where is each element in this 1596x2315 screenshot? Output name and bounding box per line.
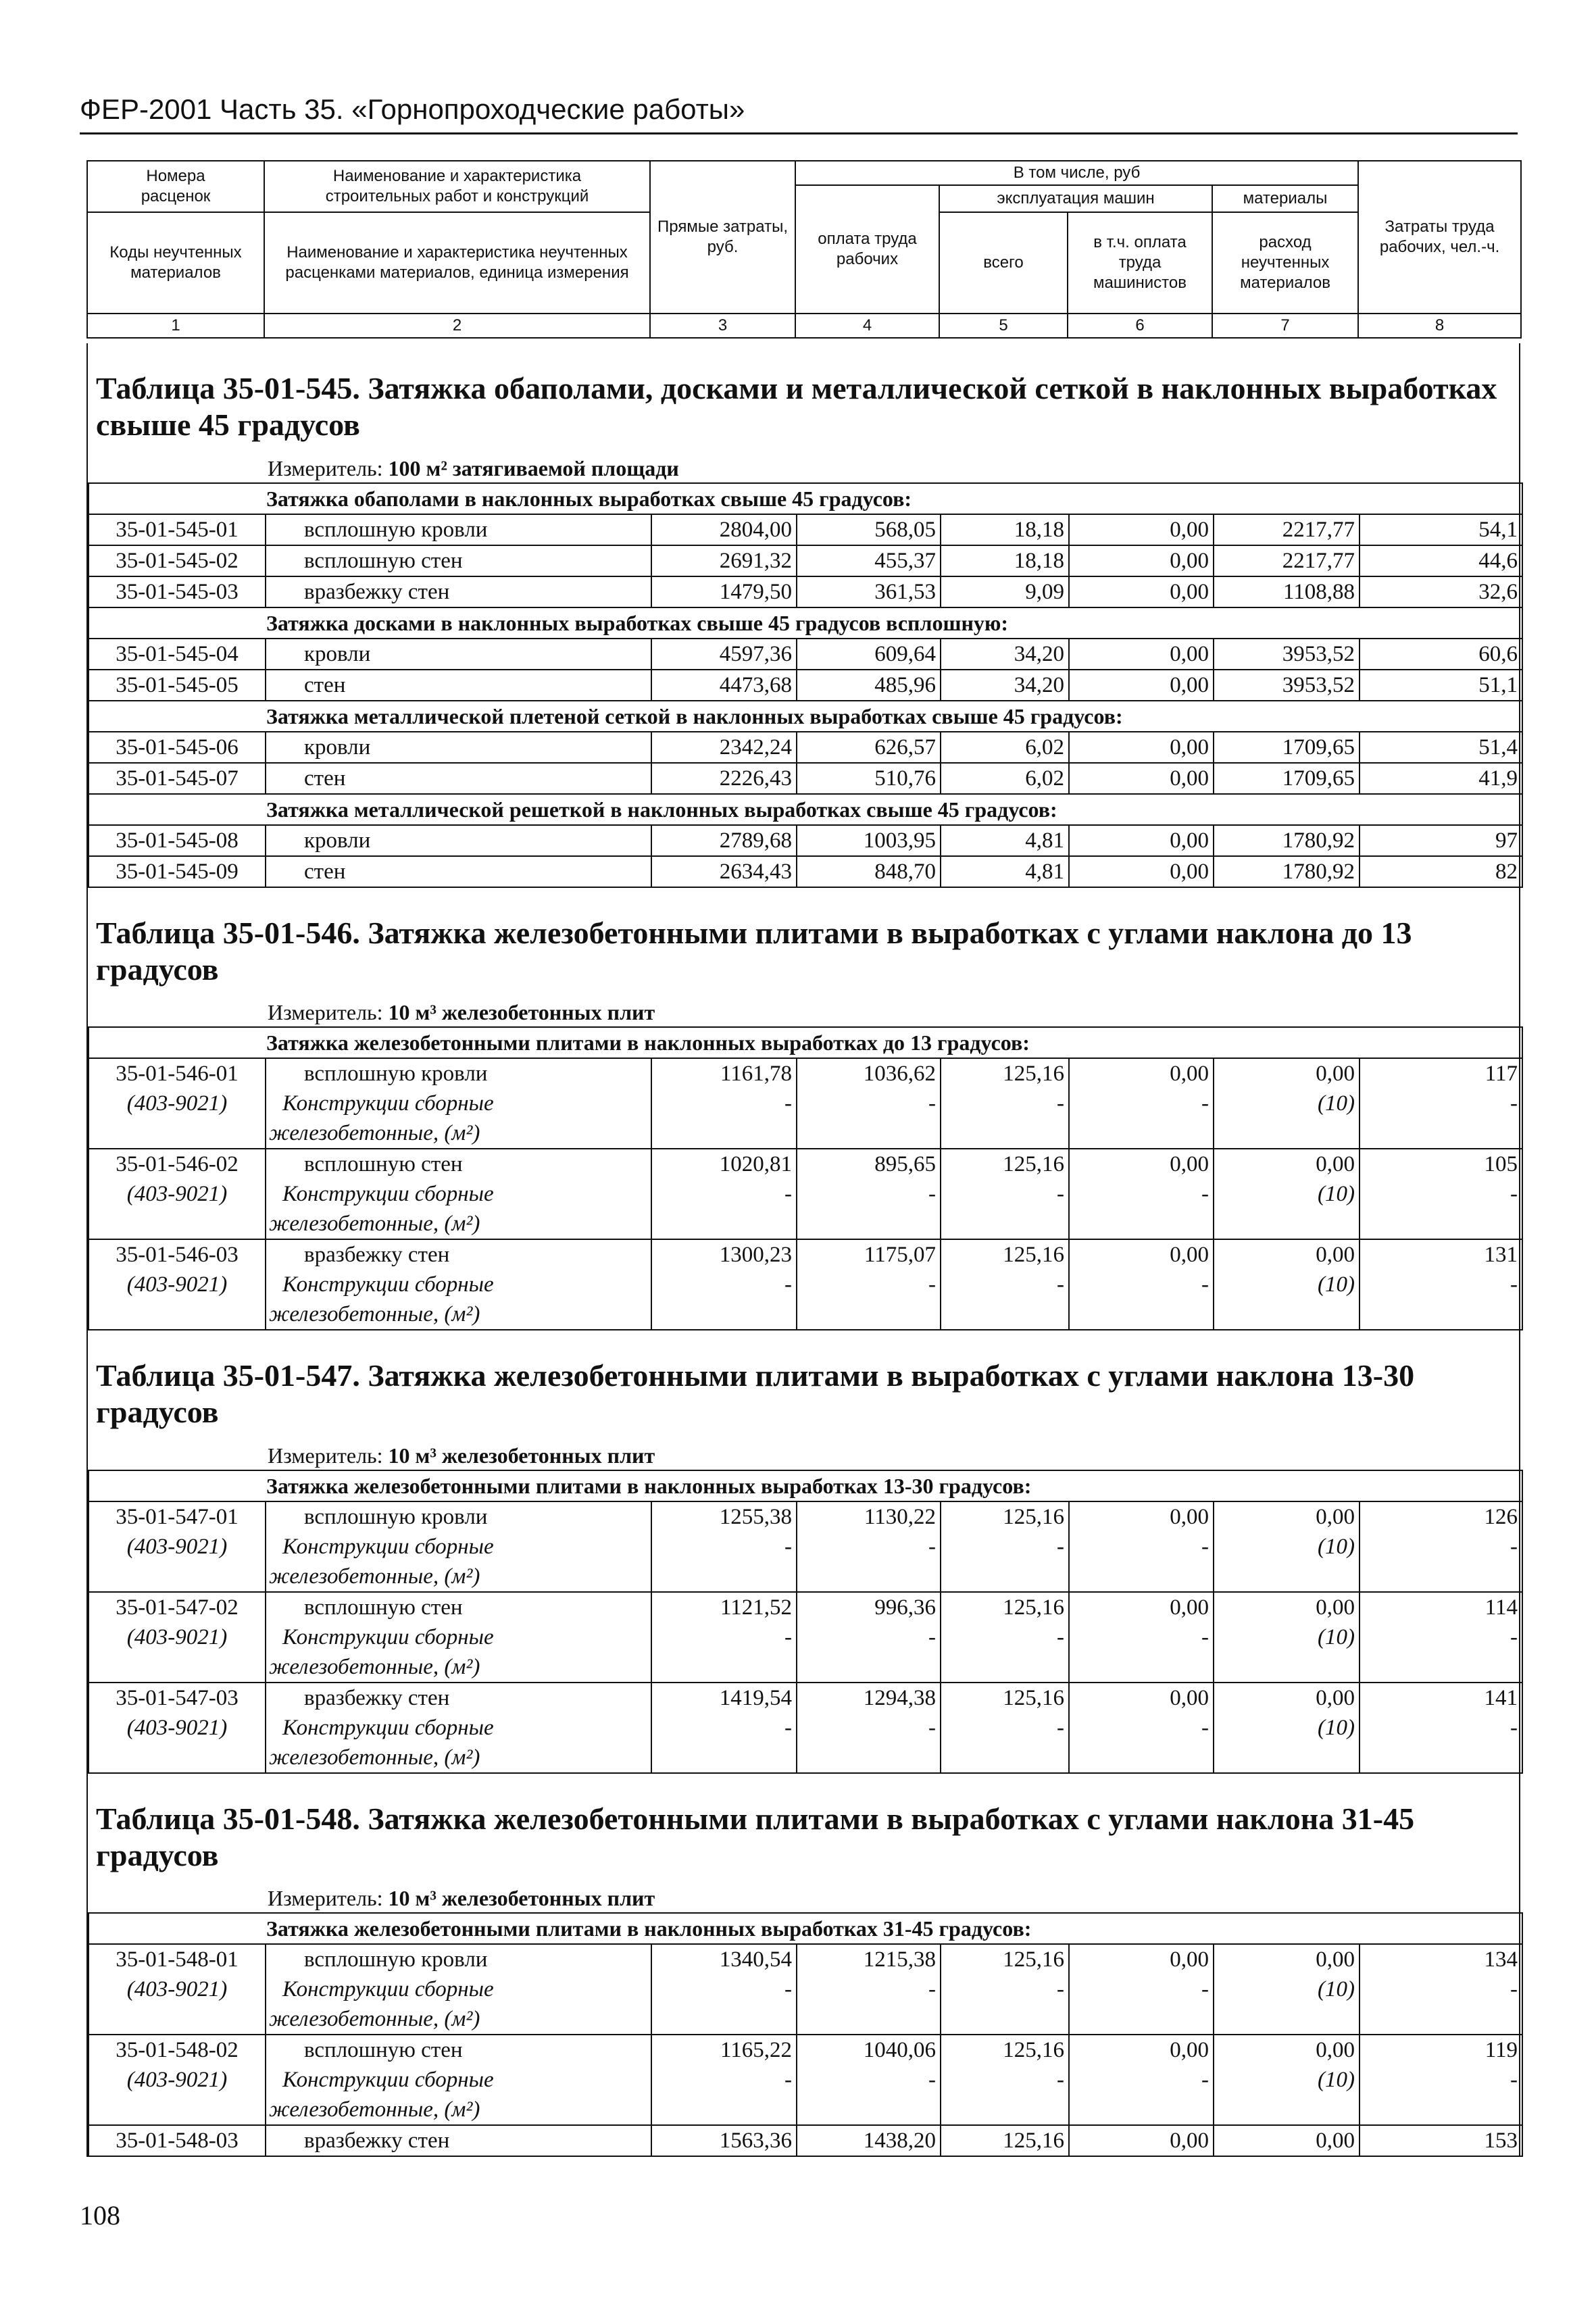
material-name: Конструкции сборные xyxy=(282,1534,494,1559)
table-row xyxy=(89,670,1522,701)
value-cell: 1255,38 - xyxy=(651,1501,797,1592)
value-cell: 32,6 xyxy=(1360,576,1522,607)
rate-code: 35-01-548-02 (403-9021) xyxy=(89,2035,266,2125)
value-cell: 895,65 - xyxy=(797,1149,941,1239)
value-cell: 1563,36 xyxy=(651,2125,797,2156)
value-cell: 126 - xyxy=(1360,1501,1522,1592)
value-cell: 105 - xyxy=(1360,1149,1522,1239)
material-name: Конструкции сборные xyxy=(282,1624,494,1649)
value-cell: 0,00 - xyxy=(1069,1592,1214,1683)
work-name: всплошную кровли Конструкции сборные железобетонные, (м²) xyxy=(266,1058,651,1149)
value-cell: 0,00 - xyxy=(1069,1149,1214,1239)
table-row xyxy=(89,1149,1522,1239)
table-title: Таблица 35-01-545. Затяжка обаполами, досками и металлической сеткой в наклонных выработках свыше 45 градусов xyxy=(96,371,1497,443)
rate-code: 35-01-546-01 (403-9021) xyxy=(89,1058,266,1149)
value-cell: 0,00 - xyxy=(1069,1683,1214,1773)
value-cell: 1036,62 - xyxy=(797,1058,941,1149)
rates-table xyxy=(88,482,1523,888)
group-title: Затяжка досками в наклонных выработках свыше 45 градусов всплошную: xyxy=(89,607,1522,639)
value-cell: 134 - xyxy=(1360,1944,1522,2035)
table-title: Таблица 35-01-546. Затяжка железобетонными плитами в выработках с углами наклона до 13 градусов xyxy=(96,915,1412,987)
material-name: железобетонные, (м²) xyxy=(269,2007,480,2032)
value-cell: 0,00 xyxy=(1069,2125,1214,2156)
material-name: железобетонные, (м²) xyxy=(269,1302,480,1327)
header-incl-machinists: в т.ч. оплата труда машинистов xyxy=(1068,212,1212,314)
value-cell: 97 xyxy=(1360,825,1522,856)
value-cell: 1438,20 xyxy=(797,2125,941,2156)
rate-code: 35-01-548-01 (403-9021) xyxy=(89,1944,266,2035)
rates-table xyxy=(88,1912,1523,2157)
col-num: 7 xyxy=(1212,314,1358,338)
table-row xyxy=(89,2035,1522,2125)
value-cell: 1340,54 - xyxy=(651,1944,797,2035)
value-cell: 0,00 xyxy=(1069,732,1214,763)
value-cell: 1419,54 - xyxy=(651,1683,797,1773)
table-section xyxy=(86,1774,1520,2158)
group-row xyxy=(89,1027,1522,1058)
table-row xyxy=(89,763,1522,794)
rate-code: 35-01-545-08 xyxy=(89,825,266,856)
work-name: всплошную кровли Конструкции сборные железобетонные, (м²) xyxy=(266,1501,651,1592)
rate-code: 35-01-547-03 (403-9021) xyxy=(89,1683,266,1773)
rate-code: 35-01-545-05 xyxy=(89,670,266,701)
value-cell: 51,1 xyxy=(1360,670,1522,701)
work-name: вразбежку стен xyxy=(266,576,651,607)
value-cell: 1215,38 - xyxy=(797,1944,941,2035)
work-name: всплошную стен Конструкции сборные железобетонные, (м²) xyxy=(266,2035,651,2125)
rate-code: 35-01-545-03 xyxy=(89,576,266,607)
value-cell: 119 - xyxy=(1360,2035,1522,2125)
group-title: Затяжка металлической плетеной сеткой в наклонных выработках свыше 45 градусов: xyxy=(89,701,1522,732)
header-codes: Коды неучтенных материалов xyxy=(87,212,264,314)
header-name: Наименование и характеристика строительных работ и конструкций xyxy=(264,161,650,212)
table-row xyxy=(89,639,1522,670)
value-cell: 82 xyxy=(1360,856,1522,887)
group-title: Затяжка железобетонными плитами в наклонных выработках 31-45 градусов: xyxy=(89,1913,1522,1944)
tables-container xyxy=(86,343,1520,2157)
value-cell: 34,20 xyxy=(941,670,1069,701)
value-cell: 125,16 - xyxy=(941,2035,1069,2125)
table-row xyxy=(89,732,1522,763)
value-cell: 141 - xyxy=(1360,1683,1522,1773)
value-cell: 34,20 xyxy=(941,639,1069,670)
group-title: Затяжка железобетонными плитами в наклонных выработках 13-30 градусов: xyxy=(89,1470,1522,1501)
col-num: 1 xyxy=(87,314,264,338)
col-num: 6 xyxy=(1068,314,1212,338)
rate-code: 35-01-546-02 (403-9021) xyxy=(89,1149,266,1239)
value-cell: 0,00 xyxy=(1069,576,1214,607)
material-name: железобетонные, (м²) xyxy=(269,1212,480,1237)
value-cell: 1709,65 xyxy=(1214,732,1360,763)
work-name: вразбежку стен Конструкции сборные железобетонные, (м²) xyxy=(266,1239,651,1330)
table-title: Таблица 35-01-548. Затяжка железобетонными плитами в выработках с углами наклона 31-45 градусов xyxy=(96,1801,1415,1872)
value-cell: 1130,22 - xyxy=(797,1501,941,1592)
rate-code: 35-01-548-03 xyxy=(89,2125,266,2156)
work-name: кровли xyxy=(266,639,651,670)
value-cell: 1040,06 - xyxy=(797,2035,941,2125)
value-cell: 41,9 xyxy=(1360,763,1522,794)
material-name: Конструкции сборные xyxy=(282,1182,494,1207)
value-cell: 2217,77 xyxy=(1214,545,1360,576)
value-cell: 0,00 (10) xyxy=(1214,1944,1360,2035)
value-cell: 0,00 xyxy=(1069,763,1214,794)
table-row xyxy=(89,1239,1522,1330)
value-cell: 3953,52 xyxy=(1214,670,1360,701)
value-cell: 0,00 (10) xyxy=(1214,1149,1360,1239)
value-cell: 2804,00 xyxy=(651,514,797,545)
value-cell: 0,00 - xyxy=(1069,1058,1214,1149)
material-code: (403-9021) xyxy=(126,1182,228,1207)
group-row xyxy=(89,1470,1522,1501)
group-row xyxy=(89,483,1522,514)
material-name: Конструкции сборные xyxy=(282,1715,494,1740)
value-cell: 6,02 xyxy=(941,732,1069,763)
material-code: (403-9021) xyxy=(126,1272,228,1297)
value-cell: 0,00 xyxy=(1069,514,1214,545)
table-row xyxy=(89,514,1522,545)
value-cell: 1709,65 xyxy=(1214,763,1360,794)
material-code: (403-9021) xyxy=(126,1624,228,1649)
rates-table xyxy=(88,1470,1523,1774)
header-rule xyxy=(80,132,1518,134)
col-num: 2 xyxy=(264,314,650,338)
value-cell: 485,96 xyxy=(797,670,941,701)
value-cell: 1294,38 - xyxy=(797,1683,941,1773)
material-code: (403-9021) xyxy=(126,1534,228,1559)
value-cell: 1003,95 xyxy=(797,825,941,856)
page-number: 108 xyxy=(80,2200,120,2231)
table-section xyxy=(86,1330,1520,1774)
value-cell: 125,16 - xyxy=(941,1683,1069,1773)
rate-code: 35-01-545-09 xyxy=(89,856,266,887)
value-cell: 125,16 - xyxy=(941,1239,1069,1330)
rates-table xyxy=(88,1026,1523,1330)
group-title: Затяжка железобетонными плитами в наклонных выработках до 13 градусов: xyxy=(89,1027,1522,1058)
value-cell: 0,00 xyxy=(1069,856,1214,887)
value-cell: 0,00 - xyxy=(1069,1501,1214,1592)
value-cell: 44,6 xyxy=(1360,545,1522,576)
value-cell: 1175,07 - xyxy=(797,1239,941,1330)
value-cell: 455,37 xyxy=(797,545,941,576)
table-row xyxy=(89,1058,1522,1149)
value-cell: 0,00 xyxy=(1214,2125,1360,2156)
work-name: всплошную стен xyxy=(266,545,651,576)
value-cell: 1020,81 - xyxy=(651,1149,797,1239)
value-cell: 0,00 - xyxy=(1069,1239,1214,1330)
measure: Измеритель: 10 м³ железобетонных плит xyxy=(268,1443,655,1468)
value-cell: 125,16 - xyxy=(941,1058,1069,1149)
table-row xyxy=(89,1944,1522,2035)
value-cell: 2217,77 xyxy=(1214,514,1360,545)
material-name: железобетонные, (м²) xyxy=(269,1564,480,1589)
rate-code: 35-01-545-07 xyxy=(89,763,266,794)
value-cell: 2691,32 xyxy=(651,545,797,576)
value-cell: 361,53 xyxy=(797,576,941,607)
measure: Измеритель: 100 м² затягиваемой площади xyxy=(268,455,679,480)
work-name: стен xyxy=(266,856,651,887)
table-35-01-545 xyxy=(86,343,1520,888)
value-cell: 2342,24 xyxy=(651,732,797,763)
value-cell: 1479,50 xyxy=(651,576,797,607)
value-cell: 18,18 xyxy=(941,545,1069,576)
value-cell: 0,00 - xyxy=(1069,2035,1214,2125)
table-row xyxy=(89,1592,1522,1683)
rate-code: 35-01-547-01 (403-9021) xyxy=(89,1501,266,1592)
work-name: всплошную стен Конструкции сборные железобетонные, (м²) xyxy=(266,1149,651,1239)
value-cell: 60,6 xyxy=(1360,639,1522,670)
value-cell: 125,16 - xyxy=(941,1592,1069,1683)
value-cell: 4597,36 xyxy=(651,639,797,670)
value-cell: 114 - xyxy=(1360,1592,1522,1683)
rate-code: 35-01-547-02 (403-9021) xyxy=(89,1592,266,1683)
value-cell: 996,36 - xyxy=(797,1592,941,1683)
group-row xyxy=(89,1913,1522,1944)
col-num: 5 xyxy=(939,314,1068,338)
table-row xyxy=(89,825,1522,856)
value-cell: 1161,78 - xyxy=(651,1058,797,1149)
table-row xyxy=(89,1683,1522,1773)
header-direct-costs: Прямые затраты, руб. xyxy=(650,161,795,314)
value-cell: 568,05 xyxy=(797,514,941,545)
value-cell: 2634,43 xyxy=(651,856,797,887)
value-cell: 626,57 xyxy=(797,732,941,763)
value-cell: 2226,43 xyxy=(651,763,797,794)
material-name: железобетонные, (м²) xyxy=(269,1121,480,1146)
value-cell: 0,00 xyxy=(1069,670,1214,701)
material-code: (403-9021) xyxy=(126,2068,228,2093)
value-cell: 4,81 xyxy=(941,856,1069,887)
value-cell: 0,00 (10) xyxy=(1214,1239,1360,1330)
value-cell: 609,64 xyxy=(797,639,941,670)
group-title: Затяжка обаполами в наклонных выработках свыше 45 градусов: xyxy=(89,483,1522,514)
table-row xyxy=(89,2125,1522,2156)
material-name: Конструкции сборные xyxy=(282,2068,494,2093)
work-name: стен xyxy=(266,763,651,794)
group-row xyxy=(89,794,1522,825)
value-cell: 1108,88 xyxy=(1214,576,1360,607)
value-cell: 125,16 - xyxy=(941,1501,1069,1592)
value-cell: 1780,92 xyxy=(1214,856,1360,887)
material-name: Конструкции сборные xyxy=(282,1272,494,1297)
value-cell: 0,00 (10) xyxy=(1214,1058,1360,1149)
table-row xyxy=(89,576,1522,607)
work-name: вразбежку стен Конструкции сборные железобетонные, (м²) xyxy=(266,1683,651,1773)
value-cell: 125,16 - xyxy=(941,1944,1069,2035)
table-title: Таблица 35-01-547. Затяжка железобетонными плитами в выработках с углами наклона 13-30 градусов xyxy=(96,1358,1415,1430)
value-cell: 0,00 (10) xyxy=(1214,1501,1360,1592)
value-cell: 4,81 xyxy=(941,825,1069,856)
work-name: всплошную кровли xyxy=(266,514,651,545)
value-cell: 1165,22 - xyxy=(651,2035,797,2125)
material-name: Конструкции сборные xyxy=(282,1091,494,1116)
value-cell: 0,00 - xyxy=(1069,1944,1214,2035)
value-cell: 153 xyxy=(1360,2125,1522,2156)
value-cell: 117 - xyxy=(1360,1058,1522,1149)
table-section xyxy=(86,888,1520,1331)
work-name: вразбежку стен xyxy=(266,2125,651,2156)
value-cell: 51,4 xyxy=(1360,732,1522,763)
value-cell: 0,00 xyxy=(1069,825,1214,856)
table-row xyxy=(89,856,1522,887)
value-cell: 510,76 xyxy=(797,763,941,794)
measure: Измеритель: 10 м³ железобетонных плит xyxy=(268,1886,655,1911)
value-cell: 0,00 (10) xyxy=(1214,1683,1360,1773)
value-cell: 1300,23 - xyxy=(651,1239,797,1330)
value-cell: 0,00 xyxy=(1069,545,1214,576)
material-code: (403-9021) xyxy=(126,1715,228,1740)
col-num: 8 xyxy=(1358,314,1521,338)
group-row xyxy=(89,701,1522,732)
rate-code: 35-01-545-04 xyxy=(89,639,266,670)
value-cell: 125,16 - xyxy=(941,1149,1069,1239)
material-code: (403-9021) xyxy=(126,1977,228,2002)
value-cell: 0,00 xyxy=(1069,639,1214,670)
header-consumption: расход неучтенных материалов xyxy=(1212,212,1358,314)
value-cell: 125,16 xyxy=(941,2125,1069,2156)
col-num: 3 xyxy=(650,314,795,338)
header-name-unaccounted: Наименование и характеристика неучтенных расценками материалов, единица измерения xyxy=(264,212,650,314)
value-cell: 18,18 xyxy=(941,514,1069,545)
material-code: (403-9021) xyxy=(126,1091,228,1116)
value-cell: 131 - xyxy=(1360,1239,1522,1330)
rate-code: 35-01-545-02 xyxy=(89,545,266,576)
value-cell: 54,1 xyxy=(1360,514,1522,545)
rate-code: 35-01-545-01 xyxy=(89,514,266,545)
header-total: всего xyxy=(939,212,1068,314)
value-cell: 2789,68 xyxy=(651,825,797,856)
header-labor: Затраты труда рабочих, чел.-ч. xyxy=(1358,161,1521,314)
material-name: Конструкции сборные xyxy=(282,1977,494,2002)
page-header: ФЕР-2001 Часть 35. «Горнопроходческие работы» xyxy=(80,93,745,125)
col-num: 4 xyxy=(795,314,939,338)
column-header-table xyxy=(86,160,1522,339)
work-name: всплошную стен Конструкции сборные железобетонные, (м²) xyxy=(266,1592,651,1683)
value-cell: 848,70 xyxy=(797,856,941,887)
table-row xyxy=(89,545,1522,576)
header-machines: эксплуатация машин xyxy=(939,185,1212,212)
group-title: Затяжка металлической решеткой в наклонных выработках свыше 45 градусов: xyxy=(89,794,1522,825)
table-row xyxy=(89,1501,1522,1592)
header-incl: В том числе, руб xyxy=(795,161,1358,185)
material-name: железобетонные, (м²) xyxy=(269,2097,480,2122)
value-cell: 9,09 xyxy=(941,576,1069,607)
header-numbers: Номера расценок xyxy=(87,161,264,212)
value-cell: 6,02 xyxy=(941,763,1069,794)
value-cell: 4473,68 xyxy=(651,670,797,701)
material-name: железобетонные, (м²) xyxy=(269,1654,480,1679)
value-cell: 1780,92 xyxy=(1214,825,1360,856)
work-name: кровли xyxy=(266,825,651,856)
work-name: стен xyxy=(266,670,651,701)
work-name: всплошную кровли Конструкции сборные железобетонные, (м²) xyxy=(266,1944,651,2035)
rate-code: 35-01-546-03 (403-9021) xyxy=(89,1239,266,1330)
rate-code: 35-01-545-06 xyxy=(89,732,266,763)
value-cell: 1121,52 - xyxy=(651,1592,797,1683)
value-cell: 0,00 (10) xyxy=(1214,2035,1360,2125)
material-name: железобетонные, (м²) xyxy=(269,1745,480,1770)
value-cell: 3953,52 xyxy=(1214,639,1360,670)
measure: Измеритель: 10 м³ железобетонных плит xyxy=(268,1000,655,1025)
group-row xyxy=(89,607,1522,639)
work-name: кровли xyxy=(266,732,651,763)
header-pay-workers: оплата труда рабочих xyxy=(795,185,939,314)
value-cell: 0,00 (10) xyxy=(1214,1592,1360,1683)
header-materials: материалы xyxy=(1212,185,1358,212)
